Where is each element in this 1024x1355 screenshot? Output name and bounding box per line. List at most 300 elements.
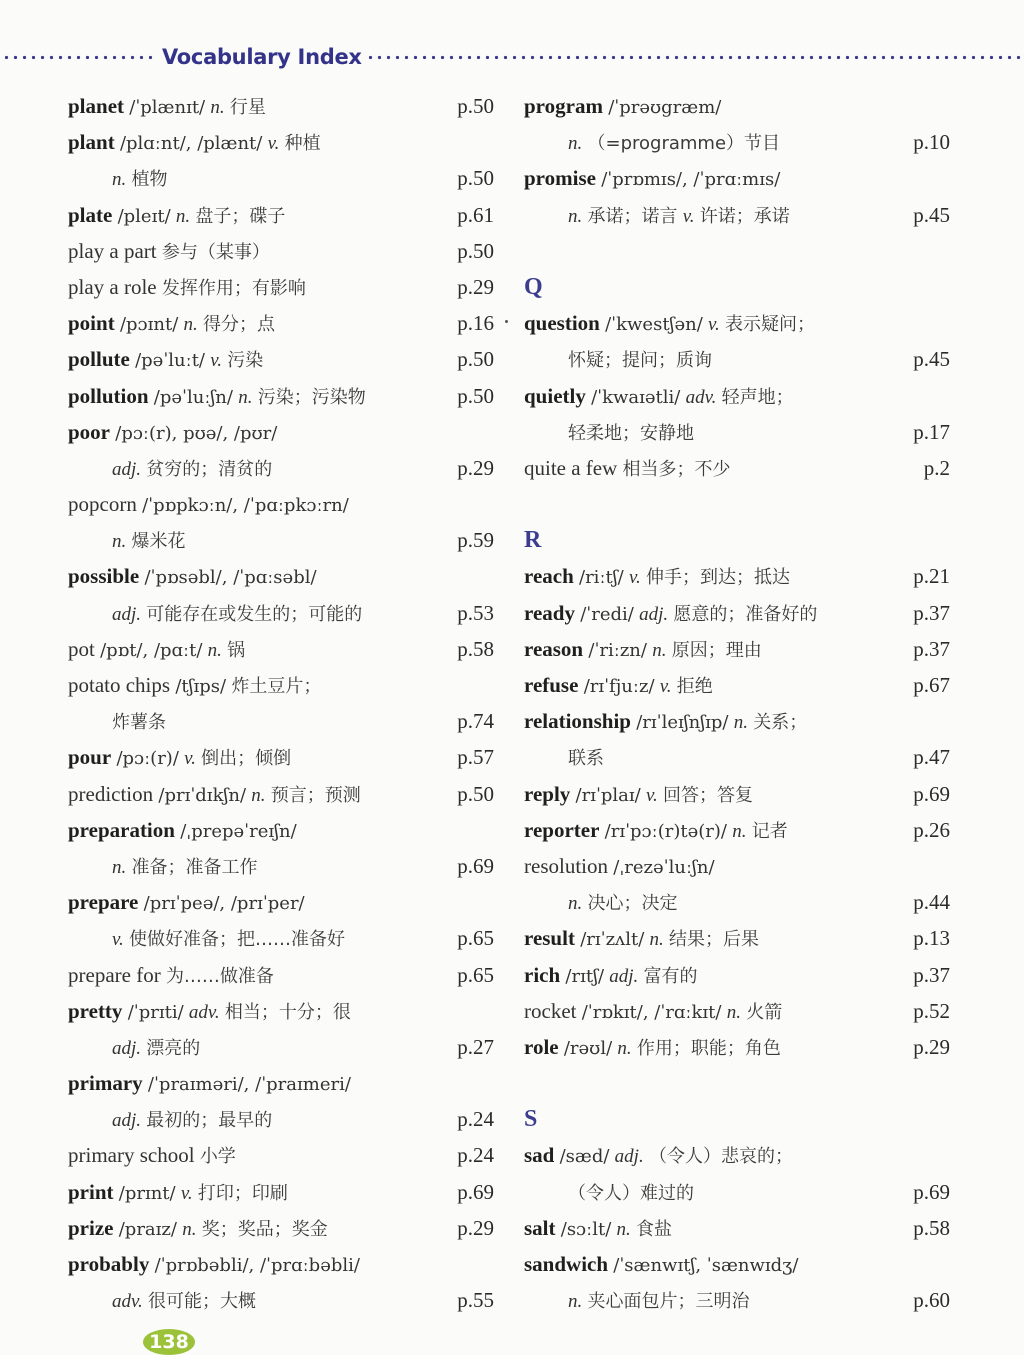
headword: rich — [524, 962, 561, 987]
page-reference: p.50 — [457, 94, 494, 118]
entry-text — [68, 631, 245, 669]
headword: plate — [68, 202, 113, 227]
section-header — [0, 40, 1024, 74]
entry-continuation — [68, 703, 494, 739]
phonetic: /ˈsænwɪtʃ, ˈsænwɪdʒ/ — [613, 1255, 799, 1276]
headword: prepare for — [68, 962, 161, 987]
vocab-entry — [68, 341, 494, 377]
definition: 得分；点 — [203, 314, 276, 336]
phonetic: /ˌrezəˈluːʃn/ — [613, 856, 715, 878]
definition: 承诺；诺言 — [587, 205, 678, 227]
entry-continuation — [68, 848, 494, 884]
phonetic: /ˈpɒpkɔːn/, /ˈpɑːpkɔːrn/ — [142, 495, 349, 517]
entry-text — [68, 414, 277, 452]
phonetic: /tʃɪps/ — [175, 676, 227, 697]
entry-continuation — [68, 1282, 494, 1318]
definition: 最初的；最早的 — [146, 1110, 273, 1132]
page-reference: p.37 — [913, 962, 950, 987]
definition: 富有的 — [643, 965, 698, 987]
headword: pot — [68, 636, 95, 661]
headword: salt — [524, 1215, 556, 1240]
headword: program — [524, 94, 603, 118]
part-of-speech: n. — [733, 712, 748, 734]
page-reference: p.74 — [457, 709, 494, 734]
part-of-speech: n. — [568, 893, 583, 915]
definition: 决心；决定 — [587, 893, 678, 915]
vocab-entry — [524, 88, 950, 124]
page-reference: p.27 — [457, 1034, 494, 1059]
entry-text — [524, 1029, 781, 1067]
vocab-entry — [524, 920, 950, 956]
letter-heading-label: S — [524, 1106, 538, 1133]
phonetic: /prɪˈpeə/, /prɪˈper/ — [143, 893, 305, 915]
vocab-entry — [524, 160, 950, 196]
vocab-entry — [524, 595, 950, 631]
page-reference: p.45 — [913, 347, 950, 372]
definition: 相当；十分；很 — [224, 1001, 351, 1023]
phonetic: /rɪˈleɪʃnʃɪp/ — [636, 712, 729, 734]
headword: question — [524, 311, 600, 336]
definition: 准备；准备工作 — [131, 856, 258, 878]
headword: primary — [68, 1071, 143, 1096]
vocab-entry — [68, 1210, 494, 1246]
vocab-entry — [68, 88, 494, 124]
part-of-speech: v. — [628, 567, 641, 589]
entry-continuation — [68, 920, 494, 956]
page-reference: p.67 — [913, 673, 950, 697]
headword: potato chips — [68, 673, 171, 697]
definition: 污染；污染物 — [257, 386, 366, 408]
definition: 锅 — [227, 639, 246, 661]
definition: 结果；后果 — [669, 929, 760, 951]
page-reference: p.29 — [913, 1034, 950, 1059]
entry-text — [68, 1282, 256, 1320]
vocab-entry — [524, 1137, 950, 1173]
letter-heading — [524, 1101, 950, 1137]
page-reference: p.61 — [457, 202, 494, 227]
entry-text — [524, 993, 782, 1031]
page-reference: p.24 — [457, 1107, 494, 1132]
part-of-speech: v. — [659, 676, 672, 697]
entry-continuation — [68, 1029, 494, 1065]
entry-continuation — [68, 160, 494, 196]
phonetic: /ˈpɒsəbl/, /ˈpɑːsəbl/ — [144, 567, 317, 589]
phonetic: /ˈplænɪt/ — [129, 97, 206, 118]
vocab-entry — [68, 957, 494, 993]
phonetic: /riːtʃ/ — [579, 567, 624, 589]
definition: 表示疑问； — [725, 314, 816, 336]
vocab-entry — [68, 1246, 494, 1282]
part-of-speech: adj. — [112, 458, 142, 480]
part-of-speech: n. — [183, 314, 198, 336]
part-of-speech: adj. — [609, 965, 639, 987]
headword: resolution — [524, 853, 608, 878]
letter-heading — [524, 269, 950, 305]
page-reference: p.69 — [913, 1179, 950, 1204]
definition: 爆米花 — [131, 531, 186, 553]
definition: 许诺；承诺 — [699, 205, 790, 227]
headword: print — [68, 1179, 114, 1204]
headword: reply — [524, 781, 571, 806]
headword: pretty — [68, 998, 123, 1023]
phonetic: /ˈredi/ — [580, 603, 634, 625]
part-of-speech: n. — [568, 133, 583, 155]
vocab-entry — [524, 848, 950, 884]
vocab-entry — [68, 124, 494, 160]
entry-text — [524, 1210, 672, 1248]
phonetic: /ˈprɪti/ — [127, 1001, 184, 1023]
entry-text — [524, 776, 753, 814]
entry-text — [524, 957, 698, 995]
part-of-speech: n. — [210, 97, 225, 118]
entry-text — [524, 848, 715, 886]
definition: 预言；预测 — [270, 784, 361, 806]
definition: 为……做准备 — [165, 965, 274, 987]
page-reference: p.58 — [913, 1215, 950, 1240]
entry-continuation — [68, 595, 494, 631]
entry-text — [68, 1065, 351, 1103]
headword: relationship — [524, 709, 631, 734]
phonetic: /sæd/ — [559, 1146, 610, 1168]
part-of-speech: v. — [682, 205, 695, 227]
letter-heading-label: R — [524, 527, 542, 554]
definition: 漂亮的 — [146, 1037, 201, 1059]
page-reference: p.50 — [457, 781, 494, 806]
page-reference: p.47 — [913, 745, 950, 770]
entry-text — [524, 884, 678, 922]
entry-text — [524, 341, 712, 379]
vocab-entry — [68, 233, 494, 269]
phonetic: /ˈrɒkɪt/, /ˈrɑːkɪt/ — [581, 1001, 722, 1023]
definition: 炸土豆片； — [231, 676, 322, 697]
definition: 贫穷的；清贫的 — [146, 458, 273, 480]
entry-text — [68, 739, 291, 777]
page-reference: p.2 — [923, 455, 950, 480]
headword: sad — [524, 1143, 555, 1168]
phonetic: /pəˈluːʃn/ — [153, 386, 233, 408]
page-reference: p.21 — [913, 564, 950, 589]
part-of-speech: n. — [726, 1001, 741, 1023]
definition: 愿意的；准备好的 — [673, 603, 818, 625]
phonetic: /ˈprɒmɪs/, /ˈprɑːmɪs/ — [601, 169, 781, 191]
vocab-entry — [524, 1029, 950, 1065]
phonetic: /plɑːnt/, /plænt/ — [119, 133, 263, 155]
vocab-entry — [524, 957, 950, 993]
entry-continuation — [524, 124, 950, 160]
entry-text — [524, 414, 694, 452]
definition: 小学 — [199, 1146, 236, 1168]
entry-text — [524, 920, 759, 958]
entry-text — [524, 197, 790, 235]
definition: 作用；职能；角色 — [636, 1037, 781, 1059]
letter-heading — [524, 522, 950, 558]
part-of-speech: v. — [180, 1182, 193, 1204]
phonetic: /ˌprepəˈreɪʃn/ — [180, 820, 297, 842]
vocab-entry — [524, 1246, 950, 1282]
part-of-speech: adj. — [112, 1110, 142, 1132]
page-reference: p.29 — [457, 274, 494, 299]
vocab-entry — [524, 378, 950, 414]
page-reference: p.50 — [457, 166, 494, 191]
entry-text — [68, 920, 345, 958]
definition: 轻声地； — [721, 386, 794, 408]
headword: role — [524, 1034, 559, 1059]
vocab-entry — [68, 884, 494, 920]
entry-text — [68, 1174, 288, 1212]
definition: （令人）难过的 — [568, 1182, 694, 1204]
vocab-entry — [524, 450, 950, 486]
definition: （=programme）节目 — [587, 133, 781, 155]
headword: pour — [68, 745, 112, 770]
headword: possible — [68, 564, 140, 589]
page-reference: p.26 — [913, 817, 950, 842]
vocab-entry — [68, 1174, 494, 1210]
phonetic: /ˈkwaɪətli/ — [591, 386, 681, 408]
part-of-speech: adv. — [685, 386, 717, 408]
phonetic: /sɔːlt/ — [560, 1218, 612, 1240]
vocab-entry — [68, 1065, 494, 1101]
part-of-speech: n. — [112, 856, 127, 878]
phonetic: /rɪtʃ/ — [565, 965, 605, 987]
page-reference: p.53 — [457, 600, 494, 625]
definition: 行星 — [229, 97, 266, 118]
entry-text — [524, 739, 604, 777]
entry-continuation — [524, 1282, 950, 1318]
part-of-speech: n. — [649, 929, 664, 951]
headword: result — [524, 926, 575, 951]
entry-text — [68, 993, 351, 1031]
entry-text — [68, 197, 285, 235]
entry-continuation — [68, 522, 494, 558]
vocab-entry — [524, 631, 950, 667]
entry-text — [68, 812, 297, 850]
page-reference: p.44 — [913, 890, 950, 915]
entry-continuation — [524, 341, 950, 377]
page-reference: p.29 — [457, 455, 494, 480]
phonetic: /rɪˈfjuːz/ — [583, 676, 655, 697]
vocab-entry — [68, 776, 494, 812]
phonetic: /rɪˈplaɪ/ — [575, 784, 641, 806]
part-of-speech: n. — [616, 1218, 631, 1240]
headword: quite a few — [524, 455, 618, 480]
right-column — [524, 88, 950, 1318]
entry-text — [68, 848, 258, 886]
definition: 回答；答复 — [663, 784, 754, 806]
page-reference: p.69 — [913, 781, 950, 806]
entry-text — [68, 233, 270, 271]
entry-text — [524, 595, 817, 633]
definition: 关系； — [753, 712, 808, 734]
part-of-speech: n. — [238, 386, 253, 408]
headword: prize — [68, 1215, 114, 1240]
entry-text — [524, 88, 721, 126]
entry-text — [68, 305, 275, 343]
page-reference: p.29 — [457, 1215, 494, 1240]
phonetic: /ˈprɒbəbli/, /ˈprɑːbəbli/ — [154, 1255, 360, 1276]
part-of-speech: n. — [112, 169, 127, 191]
page-reference: p.59 — [457, 528, 494, 553]
page-title: Vocabulary Index — [162, 45, 362, 69]
entry-text — [524, 305, 815, 343]
vocab-entry — [68, 1137, 494, 1173]
page-reference: p.52 — [913, 998, 950, 1023]
definition: 炸薯条 — [112, 712, 166, 734]
entry-text — [68, 1101, 272, 1139]
definition: 很可能；大概 — [148, 1291, 257, 1313]
entry-text — [68, 486, 349, 524]
dotted-rule-right — [366, 55, 1022, 60]
entry-text — [524, 1246, 798, 1284]
headword: sandwich — [524, 1252, 609, 1276]
part-of-speech: adv. — [188, 1001, 220, 1023]
page-reference: p.69 — [457, 853, 494, 878]
section-spacer — [524, 233, 950, 269]
definition: 轻柔地；安静地 — [568, 422, 694, 444]
headword: promise — [524, 166, 596, 191]
entry-text — [68, 1137, 236, 1175]
part-of-speech: adj. — [112, 1037, 142, 1059]
entry-text — [524, 378, 794, 416]
part-of-speech: v. — [267, 133, 280, 155]
vocab-entry — [68, 667, 494, 703]
section-spacer — [524, 1065, 950, 1101]
entry-continuation — [524, 414, 950, 450]
phonetic: /rəʊl/ — [563, 1037, 613, 1059]
vocab-entry — [524, 993, 950, 1029]
phonetic: /ˈpraɪməri/, /ˈpraɪmeri/ — [147, 1074, 351, 1096]
definition: 发挥作用；有影响 — [161, 277, 306, 299]
vocab-entry — [524, 703, 950, 739]
headword: plant — [68, 130, 115, 155]
entry-text — [68, 378, 366, 416]
phonetic: /prɪˈdɪkʃn/ — [158, 784, 247, 806]
page-reference: p.65 — [457, 926, 494, 951]
phonetic: /pɔː(r), pʊə/, /pʊr/ — [115, 422, 278, 444]
headword: play a part — [68, 238, 157, 263]
definition: 联系 — [568, 748, 604, 770]
page-reference: p.37 — [913, 636, 950, 661]
dotted-rule-left — [2, 55, 154, 60]
page-reference: p.60 — [913, 1288, 950, 1313]
entry-text — [68, 558, 317, 596]
part-of-speech: n. — [112, 531, 127, 553]
entry-text — [68, 1210, 328, 1248]
part-of-speech: n. — [568, 1291, 583, 1313]
phonetic: /pɔɪnt/ — [119, 314, 179, 336]
part-of-speech: n. — [568, 205, 583, 227]
vocab-entry — [68, 414, 494, 450]
headword: pollution — [68, 383, 149, 408]
phonetic: /praɪz/ — [118, 1218, 177, 1240]
entry-continuation — [524, 1174, 950, 1210]
vocab-entry — [524, 667, 950, 703]
page-reference: p.65 — [457, 962, 494, 987]
left-column — [68, 88, 494, 1318]
vocab-entry — [524, 305, 950, 341]
headword: reason — [524, 636, 584, 661]
headword: point — [68, 311, 115, 336]
phonetic: /pleɪt/ — [117, 205, 171, 227]
page-reference: p.50 — [457, 347, 494, 372]
phonetic: /ˈriːzn/ — [588, 639, 647, 661]
part-of-speech: adv. — [112, 1291, 143, 1313]
entry-text — [68, 957, 274, 995]
entry-text — [524, 450, 731, 488]
vocab-entry — [68, 197, 494, 233]
headword: pollute — [68, 347, 130, 372]
headword: reach — [524, 564, 574, 589]
part-of-speech: v. — [112, 929, 124, 951]
headword: prepare — [68, 890, 139, 915]
definition: 伸手；到达；抵达 — [645, 567, 790, 589]
headword: play a role — [68, 274, 157, 299]
vocab-entry — [68, 269, 494, 305]
phonetic: /ˈkwestʃən/ — [605, 314, 703, 336]
definition: 原因；理由 — [671, 639, 762, 661]
page-reference: p.16 — [457, 311, 494, 336]
phonetic: /ˈprəʊgræm/ — [608, 97, 722, 118]
entry-text — [524, 631, 762, 669]
page-reference: p.58 — [457, 636, 494, 661]
entry-text — [68, 269, 306, 307]
definition: 可能存在或发生的；可能的 — [146, 603, 363, 625]
vocab-entry — [68, 993, 494, 1029]
entry-continuation — [524, 884, 950, 920]
part-of-speech: n. — [251, 784, 266, 806]
section-spacer — [524, 486, 950, 522]
page-reference: p.24 — [457, 1143, 494, 1168]
definition: 夹心面包片；三明治 — [587, 1291, 750, 1313]
page-reference: p.69 — [457, 1179, 494, 1204]
entry-text — [68, 522, 186, 560]
vocab-entry — [524, 1210, 950, 1246]
page-reference: p.17 — [913, 419, 950, 444]
definition: 相当多；不少 — [622, 458, 731, 480]
definition: 火箭 — [746, 1001, 783, 1023]
entry-text — [524, 1137, 793, 1175]
headword: preparation — [68, 817, 175, 842]
phonetic: /pɔː(r)/ — [116, 748, 179, 770]
entry-text — [524, 124, 780, 162]
part-of-speech: adj. — [639, 603, 669, 625]
vocab-entry — [68, 739, 494, 775]
entry-text — [68, 1029, 200, 1067]
phonetic: /rɪˈpɔː(r)tə(r)/ — [604, 820, 727, 842]
entry-text — [524, 703, 807, 741]
headword: popcorn — [68, 492, 137, 517]
entry-text — [68, 1246, 360, 1284]
part-of-speech: n. — [175, 205, 191, 227]
vocab-entry — [524, 558, 950, 594]
entry-text — [68, 450, 272, 488]
vocab-entry — [68, 558, 494, 594]
entry-text — [524, 1174, 694, 1212]
definition: 使做好准备；把……准备好 — [129, 929, 346, 951]
definition: 植物 — [131, 169, 168, 191]
entry-continuation — [68, 1101, 494, 1137]
definition: 参与（某事） — [161, 241, 270, 263]
part-of-speech: v. — [646, 784, 658, 806]
headword: probably — [68, 1252, 150, 1276]
definition: 倒出；倾倒 — [201, 748, 292, 770]
entry-text — [68, 341, 263, 379]
page-reference: p.50 — [457, 383, 494, 408]
entry-text — [524, 160, 780, 198]
headword: primary school — [68, 1143, 195, 1168]
entry-text — [524, 667, 713, 705]
definition: 食盐 — [636, 1218, 673, 1240]
headword: prediction — [68, 781, 154, 806]
